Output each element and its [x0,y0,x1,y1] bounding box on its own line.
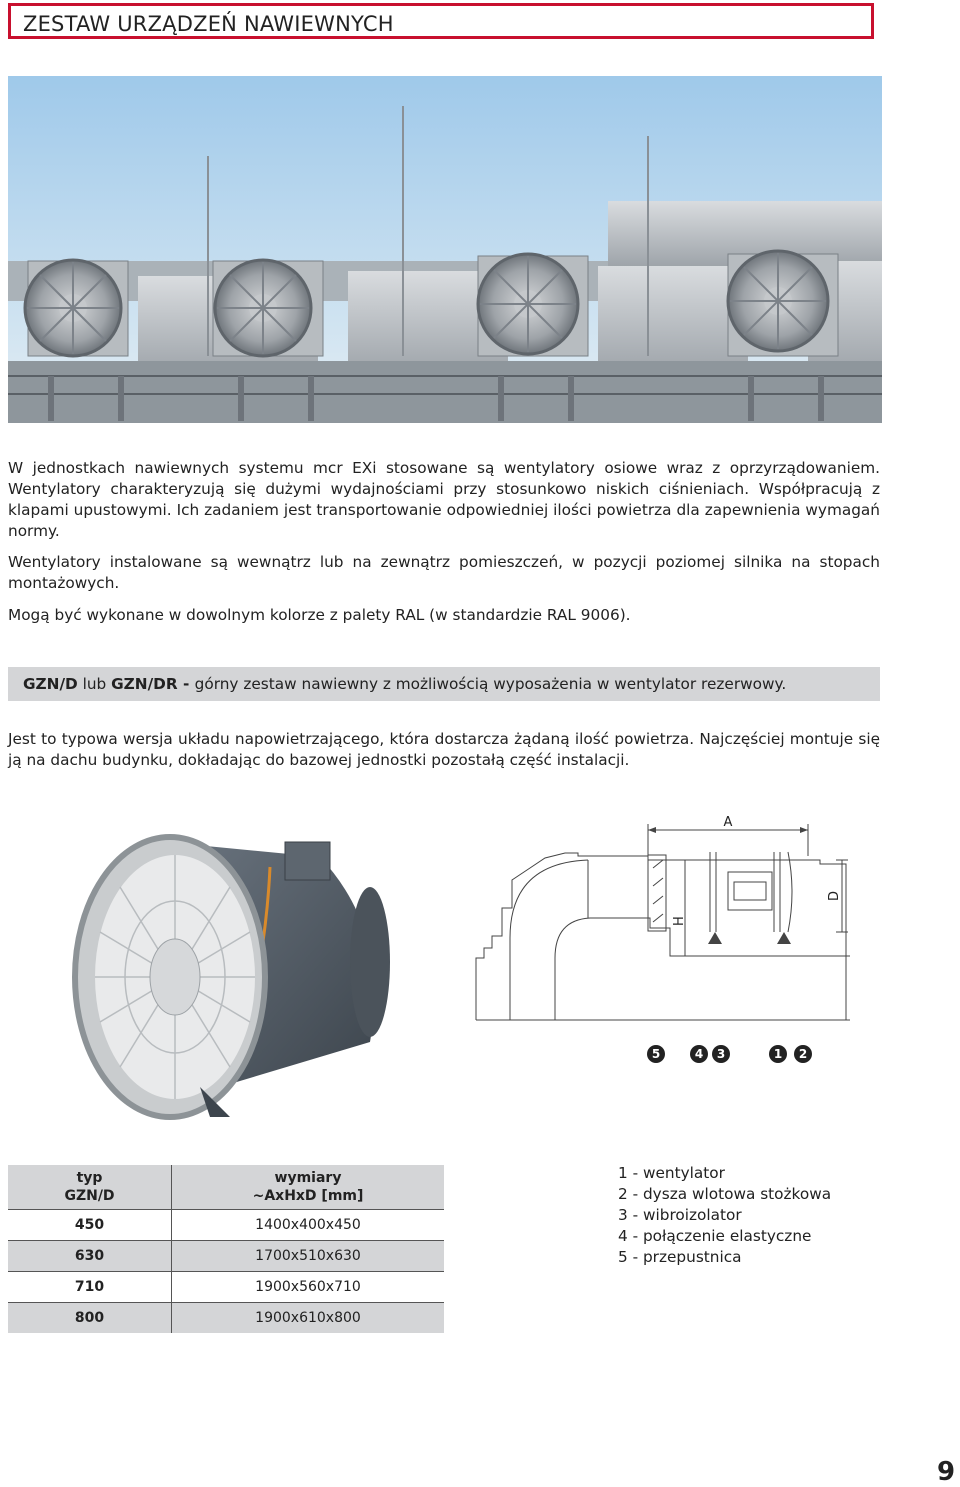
row-dimensions: 1900x610x800 [172,1303,445,1334]
row-dimensions: 1700x510x630 [172,1241,445,1272]
row-type: 800 [8,1303,172,1334]
marker-1: 1 [773,1047,783,1061]
col-header-type: typ GZN/D [8,1165,172,1210]
row-type: 710 [8,1272,172,1303]
model-desc: górny zestaw nawiewny z możliwością wyposażenia w wentylator rezerwowy. [194,675,787,693]
row-type: 630 [8,1241,172,1272]
intro-paragraph-3: Mogą być wykonane w dowolnym kolorze z palety RAL (w standardzie RAL 9006). [8,606,631,624]
model-band [8,667,880,701]
legend-item: 4 - połączenie elastyczne [618,1227,812,1245]
marker-5: 5 [651,1047,661,1061]
row-dimensions: 1400x400x450 [172,1210,445,1241]
table-row [8,1241,444,1272]
page-title: ZESTAW URZĄDZEŃ NAWIEWNYCH [23,12,394,36]
intro-paragraph-1: W jednostkach nawiewnych systemu mcr EXi stosowane są wentylatory osiowe wraz z oprzyrządowaniem. Wentylatory charakteryzują się dużymi wydajnościami przy stosunkowo niskich ciśnieniach. Współpracują z klapami upustowymi. Ich zadaniem jest transportowanie odpowiedniej ilości powietrza dla zapewnienia wymagań normy. [8,459,880,540]
component-legend [618,1163,831,1268]
marker-4: 4 [694,1047,704,1061]
rooftop-fans-photo [8,76,882,423]
legend-item: 5 - przepustnica [618,1248,742,1266]
legend-item: 1 - wentylator [618,1164,725,1182]
dim-h-label: H [672,916,687,926]
unit-diagram [470,808,860,1070]
page-number: 9 [937,1457,956,1487]
marker-2: 2 [798,1047,808,1061]
axial-fan-photo [70,812,400,1122]
model-sep: - [177,675,195,693]
description-paragraph: Jest to typowa wersja układu napowietrzającego, która dostarcza żądaną ilość powietrza. Najczęściej montuje się ją na dachu budynku, dokładając do bazowej jednostki pozostałą część instalacji. [8,730,880,769]
marker-3: 3 [716,1047,726,1061]
table-row [8,1210,444,1241]
model-code-2: GZN/DR [111,675,178,693]
model-code-1: GZN/D [23,675,78,693]
dimensions-table [8,1165,444,1333]
dim-d-label: D [827,890,842,901]
legend-item: 2 - dysza wlotowa stożkowa [618,1185,832,1203]
legend-item: 3 - wibroizolator [618,1206,742,1224]
row-dimensions: 1900x560x710 [172,1272,445,1303]
row-type: 450 [8,1210,172,1241]
model-or: lub [77,675,112,693]
table-row [8,1303,444,1334]
dim-a-label: A [723,815,733,830]
model-band-text [8,667,880,701]
table-row [8,1272,444,1303]
table-header-row [8,1165,444,1210]
page-title-box [8,3,874,39]
intro-paragraph-2: Wentylatory instalowane są wewnątrz lub na zewnątrz pomieszczeń, w pozycji poziomej silnika na stopach montażowych. [8,553,880,592]
col-header-dimensions: wymiary ~AxHxD [mm] [172,1165,445,1210]
